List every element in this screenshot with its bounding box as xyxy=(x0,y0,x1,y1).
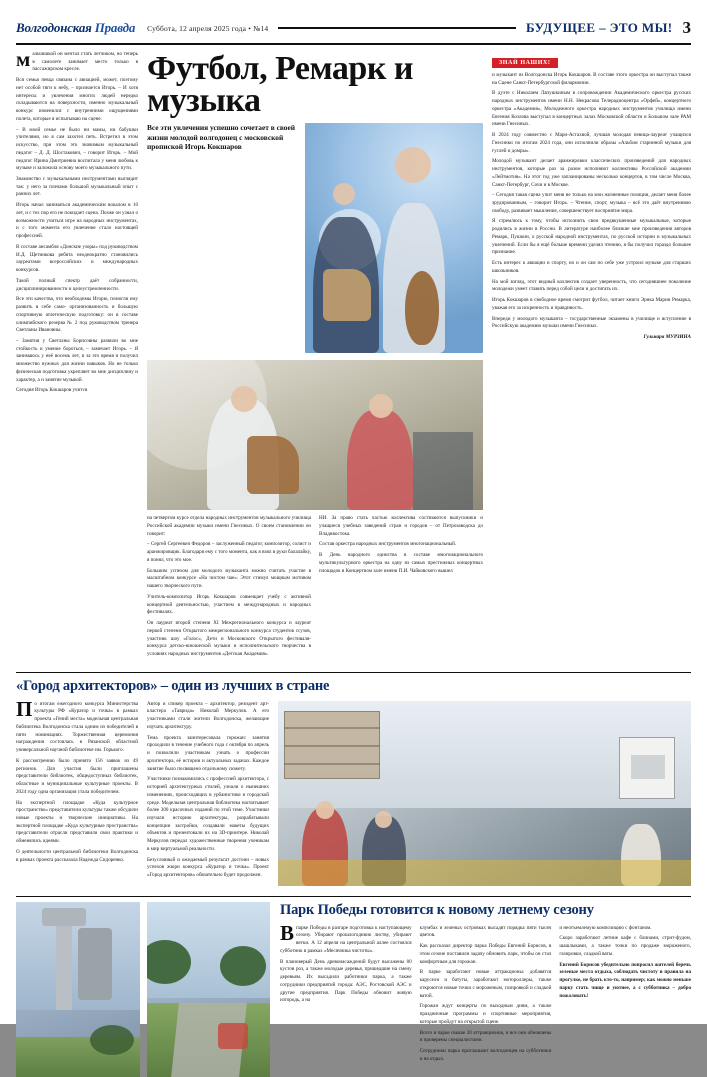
logo-word-2: Правда xyxy=(94,20,136,35)
paragraph: – В моей семье не было ни мамы, ни бабушки учителями, но я сам захотел петь. Встретил в этом искусство, при этом это значимым музыкальный педагог – Д. Д. Шостакович, – говорит Игорь. – Мой педагог Ирина Дмитриевна воспитала у меня любовь к музыке и заложила основу моего музыкального пути. xyxy=(16,126,138,172)
paragraph: В парке заработают новые аттракционы: добавятся карусели и батуты, заработают мотороллеры, также откроются новые точки с мороженым, газировкой и сладкой ватой. xyxy=(419,969,552,999)
top-story xyxy=(16,47,691,662)
paragraph: В дуэте с Николаем Лапушкиным в сопровождении Академического оркестра русских народных инструментов имени Н.Н. Некрасова Телерадиоцентра «Орфей», концертного оркестра «Академия», Молодежного оркестра народных инструментов училища имени Евгения Козлова выступал в концертных залах Московской области и Большом зале РАМ имени Гнесиных. xyxy=(492,90,691,128)
architects-story xyxy=(16,672,691,886)
paragraph: Есть интерес к авиации и спорту, но и он сам по себе уже устроил музыке для старших школьников. xyxy=(492,260,691,274)
paragraph: Он лауреат второй степени XI Межрегионального конкурса и лауреат первой степени Открытого межрегионального конкурса студентов ссузов, участник шоу «Голос», Дети и Московского Открытого фестиваля-конкурса детско-юношеской музыки и исполнительского творчества в условиях народных инструментов «Детская Академия». xyxy=(147,620,311,657)
photo-library-workshop xyxy=(278,701,691,886)
paragraph: В День народного единства в составе многонационального мультикультурного оркестра на одну из самых престижных концертных площадок в Концертном зале имени П.И. Чайковского вышел xyxy=(319,552,483,574)
paragraph: Горожан ждут концерты по выходным дням, а также праздничные программы и спортивные мероприятия, которые пройдут на открытой сцене. xyxy=(419,1003,552,1025)
park-title: Парк Победы готовится к новому летнему сезону xyxy=(280,901,594,918)
top-story-column-2 xyxy=(147,51,483,662)
paragraph: Игорь Кокшаров в свободное время смотрит футбол, читает книги Эрика Марии Ремарка, уважая его за искренность и правдивость. xyxy=(492,297,691,311)
photo-park-alley xyxy=(147,902,271,1077)
top-story-column-3 xyxy=(492,51,691,662)
top-story-column-1 xyxy=(16,47,138,662)
paragraph: Учитель-композитор Игорь Кокшаров совмещает учебу с активной концертной деятельностью, участием в международных и народных фестивалях. xyxy=(147,593,311,616)
paragraph: Участники познакомились с профессией архитектора, с историей архитектурных стилей, узнали о нынешних изменениях, происходящих в урбанистике и городской среде. Модельная центральная библиотека насчитывает более 300 красочных изданий по этой теме. Участники изучали историю архитектуры, разрабатывали концепции застройки, создавали макеты будущих объектов и презентовали их на 3D-принтере. Николай Меркулов передал художественные творения ученикам в мир виртуальной реальности. xyxy=(147,776,269,852)
paragraph: В плановерый День древонасаждений будут высажены 80 кустов роз, а также молодые деревья, пришедшие на смену деревьям. Их высадили работники парка, а также сотрудники предприятий города: АЭС, Ростовской АЭС и другие предприятия. Парк Победы обновит живую изгородь, а на xyxy=(280,958,412,1004)
park-text-block xyxy=(280,902,691,1077)
paragraph: Все эти качества, что необходимы Игорю, помогли ему развить в себе само- организованность и большую спортивную атлетическую подготовку: он в составе олимпийского резерва № 2 под руководством тренера Светланы Ивановны. xyxy=(16,296,138,334)
paragraph: Сегодня Игорь Кокшаров учится xyxy=(16,387,88,394)
paragraph: О деятельности центральной библиотеки Волгодонска в рамках проекта рассказала Надежда Сидоренко. xyxy=(16,848,138,863)
paragraph: Скоро заработают летние кафе с блинами, стрит-фудом, шашлыками, а также точки по продаже мороженого, газировки, сладкой ваты. xyxy=(559,935,691,957)
paragraph: Знакомство с музыкальными инструментами выглядит так: у него за плечами большой музыкальный опыт с ранних лет. xyxy=(16,176,138,198)
paragraph: – Сегодня такая сцена учит меня не только на мои жизненные позиции, делает меня более эрудированным, – говорит Игорь. – Чтение, спорт, музыка – всё это даёт внутреннюю свободу, развивает мышление, совершенствует восприятие мира. xyxy=(492,192,691,214)
paragraph: Как рассказал директор парка Победы Евгений Борисов, в этом сезоне поставили задачу обновить парк, чтобы он стал комфортным для горожан. xyxy=(419,943,552,965)
paragraph: Я стремлюсь к тому, чтобы исполнить свои предвкушенные музыкальные, которые родились в жизни в России. В литературе наиболее близкие мне произведения авторов Ремарк, Пушкин, о русской народной инструментах, по русской истории и музыкальных увлечений. Если бы я ещё больше времени уделял чтению, я бы получил гораздо большее признание. xyxy=(492,218,691,256)
paragraph: Большим успехом для молодого музыканта можно считать участие в масштабном конкурсе «На чистом чае». Этот стимул мощным мотивом нашего творческого пути. xyxy=(147,567,311,590)
paragraph: – Занятия у Светланы Борисовны развили во мне стойкость и умение бороться, – замечает Игорь. – Я занимаюсь у неё восемь лет, и за это время я получил множество нужных для жизни навыков. Но не только физическая подготовка укрепляет во мне дисциплину и характер, а и занятие музыкой. xyxy=(16,337,138,383)
section-title: БУДУЩЕЕ – ЭТО МЫ! xyxy=(526,20,673,35)
park-column-2 xyxy=(420,925,552,1067)
park-column-3 xyxy=(559,925,691,1067)
paragraph: Сотрудники парка приглашают волгодонцев на субботники и на отдых. xyxy=(419,1047,552,1062)
byline-top-story: Гульнара МУРЗИНА xyxy=(643,334,691,341)
paragraph: Евгений Борисов убедительно попросил жителей беречь зеленые места отдыха, соблюдать чистоту и правила на прогулке, не брать кто-то, например; как можно меньше парку стать чище и уютнее, а с субботника – добро пожаловать! xyxy=(559,961,691,999)
paragraph: Впарке Победы в разгаре подготовка к наступающему сезону. Убирают прошлогоднюю листву, убирают ветки. А 12 апреля на центральной аллее состоялся субботник в рамках «Месячника чистоты». xyxy=(280,920,412,954)
park-column-1 xyxy=(280,920,412,1067)
paragraph: Безусловный и ожидаемый результат достоин – новых успехов жюри конкурса «Куратор и точка». Проект «Город архитекторов» обязательно будет продолжен. xyxy=(147,856,269,879)
park-story xyxy=(16,896,691,1077)
masthead xyxy=(16,18,691,45)
paragraph: Молодой музыкант делает аранжировки классических произведений для народных инструментов, которые раз за разом исполняют коллективы Российской академии «Лейтмотив». На этот год уже запланированы несколько концертов, в том числе Москва, Санкт-Петербург, Сочи и в Москве. xyxy=(492,158,691,188)
paragraph: и неотъемлемую композицию с фонтаном. xyxy=(559,924,652,931)
paragraph: – Сергей Сергеевич Федоров – заслуженный педагог, композитор, солист и аранжировщик. Благодаря ему с того момента, как я взял в руки балалайку, я понял, что это мое. xyxy=(147,541,311,563)
paragraph: Тема проекта заинтересовала горожан: занятия проходили в течение учебного года с октября по апрель и позволили участникам узнать о профессии архитектора, её истории и актуальных задачах. Каждое занятие было посвящено отдельному сюжету. xyxy=(147,734,269,772)
paragraph: клумбах и зеленых островках высадят порядка пяти тысяч цветов. xyxy=(419,924,552,939)
paragraph: Автор и спикер проекта – архитектор, резидент арт-кластера «Таврида» Николай Меркулов. А его участниками стали жители Волгодонска, желающие изучать архитектуру. xyxy=(147,700,269,730)
kicker-badge: ЗНАЙ НАШИХ! xyxy=(492,58,558,68)
paragraph: Состав оркестра народных инструментов многонациональный. xyxy=(319,541,457,548)
paragraph: Вся семья певца связана с авиацией, может, поэтому нет особой тяги к небу, – признается Игорь. – И хотя интересы и увлечения многих людей нередко складываются на поверхности, именно музыкальный конкурс изменился с внутренними ощущениями полета, которые я испытываю на сцене. xyxy=(16,77,138,122)
paragraph: Такой полный спектр даёт собранности, дисциплинированности и целеустремленности. xyxy=(16,277,138,292)
issue-line: Суббота, 12 апреля 2025 года • №14 xyxy=(147,23,269,33)
paragraph: НИ. За право стать частью коллектива состязаются выпускники и учащиеся учебных заведений стран и городов – от Петрозаводска до Владивостока. xyxy=(319,515,483,537)
paragraph: мальчишкой он мечтал стать летчиком, но теперь в самолете занимает место только в пассажирском кресле. xyxy=(16,47,138,73)
story-deck: Все эти увлечения успешно сочетает в своей жизни молодой волгодонец с московской пропиской Игорь Кокшаров xyxy=(147,123,296,152)
park-photos xyxy=(16,902,270,1077)
paragraph: На мой взгляд, этот видный коллектив создает уверенность, что сегодняшнее поколение молодежи умеет ставить перед собой цели и достигать их. xyxy=(492,278,691,293)
paragraph: Игорь начал заниматься академическим вокалом в 10 лет, и с тех пор его не покидает сцена. Позже он узнал о возможности учиться игре на народных инструментах, и с того момента его увлечение стало настоящей профессией. xyxy=(16,202,138,240)
paragraph: К рассмотрению было принято 156 заявок из 49 регионов. Для участия были приглашены представители библиотек, общедоступных библиотек, областные и муниципальные культурные проекты. В 2024 году одна организация стала победителем. xyxy=(16,757,138,795)
paragraph: На экспертной площадке «Куда культурное пространство» представители культуры также обсудили новые проекты и творческие инициативы. На экспертной площадке «Куда культурные пространства» представители отрасли представили свои практики и обменялись идеями. xyxy=(16,799,138,845)
paragraph: По итогам ежегодного конкурса Министерства культуры РФ «Куратор и точка» в рамках проекта «Гений места» модельная центральная библиотека Волгодонска стала одним из победителей в пяти номинациях. Торжественная церемония награждения состоялась в Рязанской областной универсальной научной библиотеке им. Горького. xyxy=(16,696,138,754)
paragraph: Впереди у молодого музыканта – государственные экзамены в училище и вступление в Российскую академию музыки имени Гнесиных. xyxy=(492,315,691,330)
architects-column-1 xyxy=(16,696,138,886)
page-headline: Футбол, Ремарк и музыка xyxy=(147,50,414,119)
paragraph: и музыкант из Волгодонска Игорь Кокшаров. В составе этого оркестра он выступал также на Сцене Санкт-Петербургской филармонии. xyxy=(492,72,691,86)
paragraph: В составе ансамбля «Донские узоры» под руководством И.Д. Щетникова ребята неоднократно становились лауреатами всероссийских и международных конкурсов. xyxy=(16,243,138,274)
photo-park-monument xyxy=(16,902,140,1077)
logo-word-1: Волгодонская xyxy=(16,20,92,35)
paragraph: В 2024 году совместно с Мари-Астахвой, лучшая молодая певица-лауреат учащихся Гнесинки по итогам 2024 года, они исполнили образы «Альбом старинной музыки для гуслей и домры». xyxy=(492,132,691,154)
architects-column-2 xyxy=(147,701,269,886)
architects-title: «Город архитекторов» – один из лучших в стране xyxy=(16,677,330,694)
photo-young-musicians xyxy=(147,360,483,510)
photo-musicians xyxy=(305,123,483,353)
page-number: 3 xyxy=(682,18,691,37)
paragraph: Всего в парке свыше 20 аттракционов, и все они обновлены и проверены специалистами. xyxy=(419,1029,552,1044)
paragraph: на четвертом курсе отдела народных инструментов музыкального училища Российской академии музыки имени Гнесиных. О своем становлении он говорит: xyxy=(147,515,311,537)
masthead-rule xyxy=(278,27,516,29)
newspaper-logo xyxy=(16,20,135,36)
